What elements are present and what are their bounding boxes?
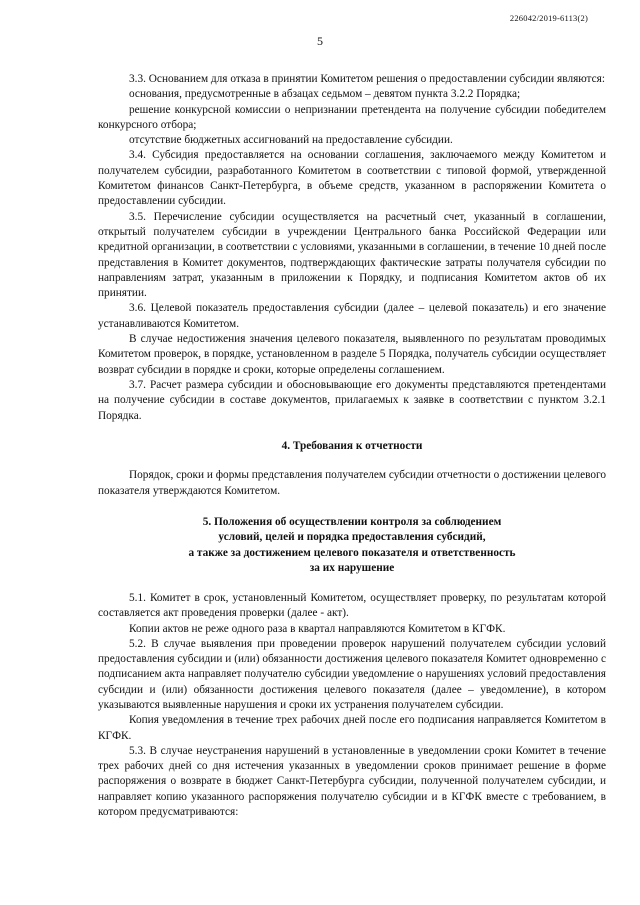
document-body — [98, 72, 606, 820]
paragraph-3-3-item-2: решение конкурсной комиссии о непризнании претендента на получение субсидии победителем конкурсного отбора; — [98, 103, 606, 131]
paragraph-3-4: 3.4. Субсидия предоставляется на основании соглашения, заключаемого между Комитетом и получателем субсидии, разработанного Комитетом в соответствии с типовой формой, утвержденной Комитетом финансов Санкт-Петербурга, в объеме средств, указанном в распоряжении Комитета о предоставлении субсидии. — [98, 149, 606, 208]
paragraph-3-3-item-1: основания, предусмотренные в абзацах седьмом – девятом пункта 3.2.2 Порядка; — [129, 88, 521, 101]
section-5-heading-line: а также за достижением целевого показателя и ответственность — [188, 546, 516, 559]
section-5-heading-line: за их нарушение — [309, 562, 395, 575]
paragraph-3-6: 3.6. Целевой показатель предоставления субсидии (далее – целевой показатель) и его значение устанавливаются Комитетом. — [98, 302, 606, 330]
paragraph-5-1-cont: Копии актов не реже одного раза в квартал направляются Комитетом в КГФК. — [129, 622, 506, 635]
paragraph-5-2: 5.2. В случае выявления при проведении проверок нарушений получателем субсидии условий предоставления субсидии и (или) обязанности достижения целевого показателя Комитет одновременно с подписанием акта направляет получателю субсидии уведомление о нарушениях условий предоставления субсидии и (или) обязанности достижения целевого показателя (далее – уведомление), в котором указываются выявленные нарушения и сроки их устранения получателем субсидии. — [98, 637, 606, 711]
paragraph-3-5: 3.5. Перечисление субсидии осуществляется на расчетный счет, указанный в соглашении, открытый получателем субсидии в учреждении Центрального банка Российской Федерации или кредитной организации, в соответствии с условиями, указанными в соглашении, в течение 10 дней после представления в Комитет документов, подтверждающих фактические затраты получателя субсидии по направлениям затрат, указанным в приложении к Порядку, и подписания Комитетом актов об их принятии. — [98, 210, 606, 300]
paragraph-3-3: 3.3. Основанием для отказа в принятии Комитетом решения о предоставлении субсидии являются: — [129, 73, 605, 85]
section-4-text: Порядок, сроки и формы представления получателем субсидии отчетности о достижении целевого показателя утверждаются Комитетом. — [98, 469, 606, 497]
page-number: 5 — [317, 34, 323, 48]
section-4-heading: 4. Требования к отчетности — [281, 439, 423, 452]
document-id: 226042/2019-6113(2) — [509, 13, 588, 23]
section-5-heading — [98, 515, 606, 577]
paragraph-3-3-item-3: отсутствие бюджетных ассигнований на предоставление субсидии. — [129, 134, 453, 147]
paragraph-5-3: 5.3. В случае неустранения нарушений в установленные в уведомлении сроки Комитет в течение трех рабочих дней со дня истечения указанных в уведомлении сроков принимает решение в форме распоряжения о возврате в бюджет Санкт-Петербурга субсидии, полученной получателем субсидии, и направляет копию указанного распоряжения получателю субсидии и в КГФК вместе с требованием, в котором предусматриваются: — [98, 744, 606, 819]
paragraph-5-1: 5.1. Комитет в срок, установленный Комитетом, осуществляет проверку, по результатам которой составляется акт проведения проверки (далее - акт). — [98, 591, 606, 620]
section-5-heading-line: условий, целей и порядка предоставления субсидий, — [218, 531, 486, 544]
paragraph-3-7: 3.7. Расчет размера субсидии и обосновывающие его документы представляются претендентами на получение субсидии в составе документов, прилагаемых к заявке в соответствии с пунктом 3.2.1 Порядка. — [98, 378, 606, 422]
section-5-heading-line: 5. Положения об осуществлении контроля за соблюдением — [202, 515, 502, 528]
paragraph-3-6-cont: В случае недостижения значения целевого показателя, выявленного по результатам проводимых Комитетом проверок, в порядке, установленном в разделе 5 Порядка, получатель субсидии осуществляет возврат субсидии в порядке и сроки, которые определены соглашением. — [98, 333, 606, 376]
paragraph-5-2-cont: Копия уведомления в течение трех рабочих дней после его подписания направляется Комитетом в КГФК. — [98, 714, 606, 742]
